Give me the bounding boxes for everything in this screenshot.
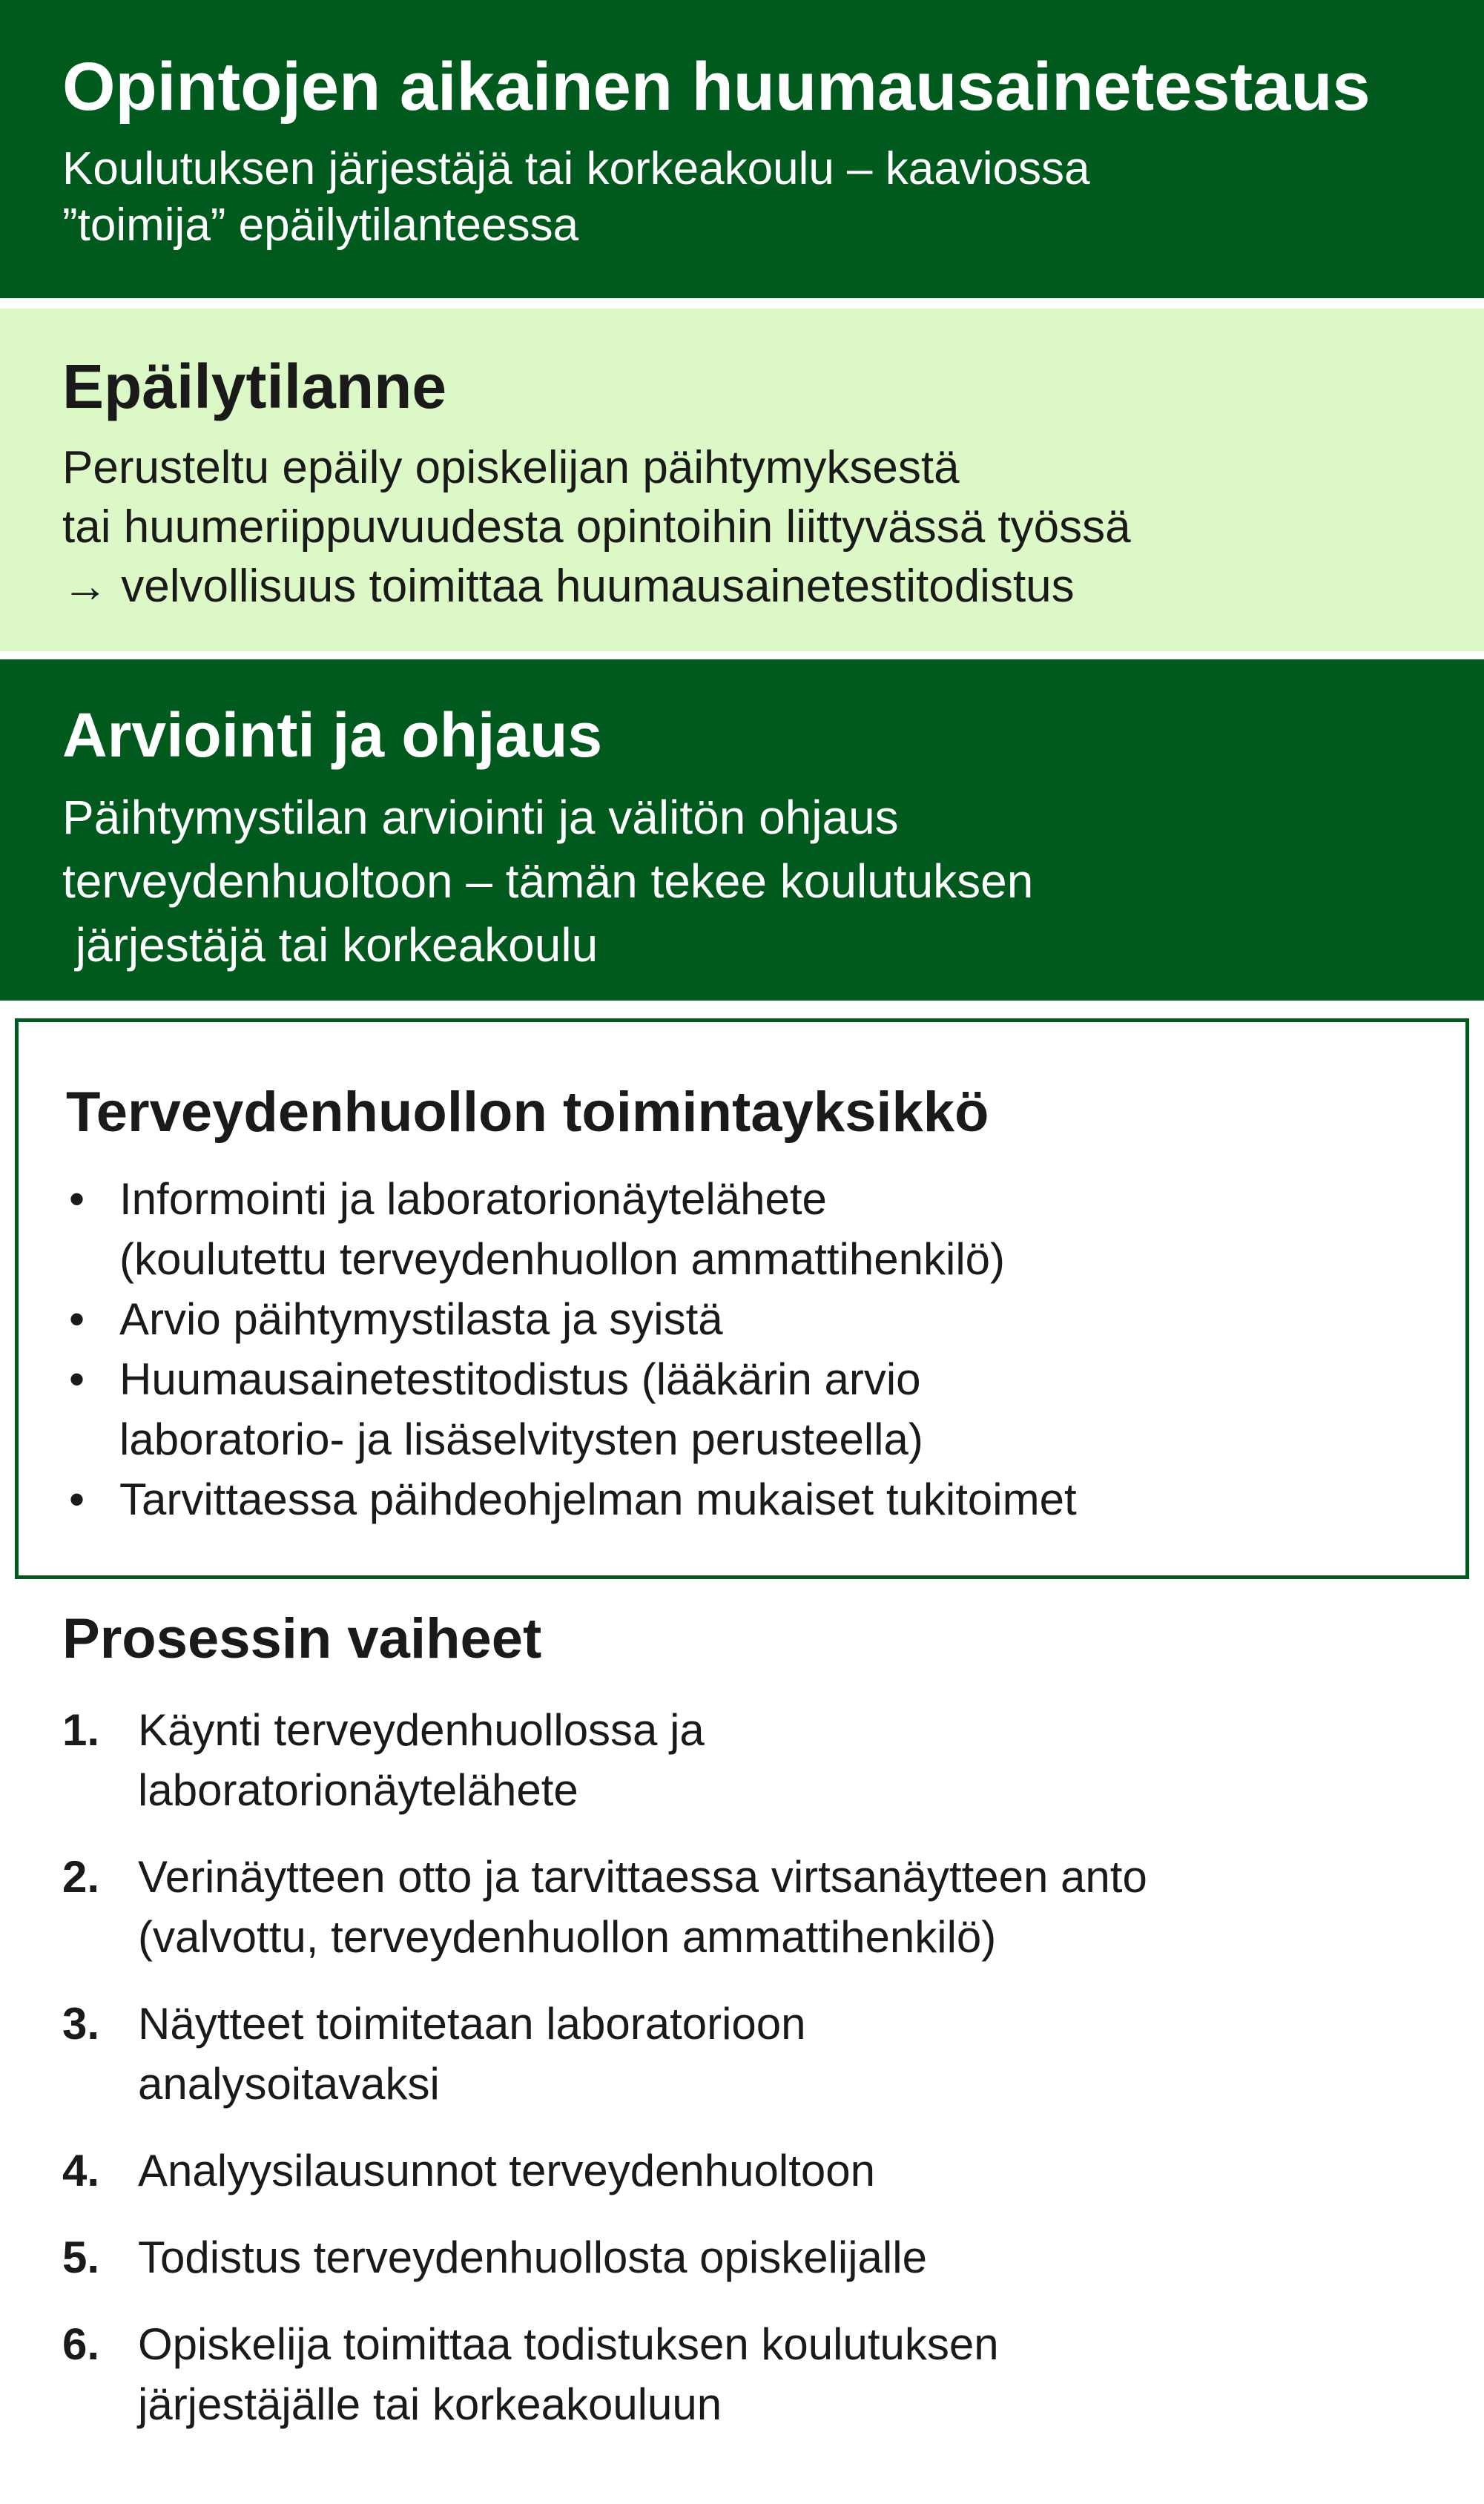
header-subtitle-line: Koulutuksen järjestäjä tai korkeakoulu – kaaviossa: [62, 143, 1090, 194]
health-unit-box: [15, 1018, 1469, 1579]
process-step: [62, 1847, 1442, 1967]
list-item-line: Informointi ja laboratorionäytelähete: [119, 1174, 827, 1224]
step-text-line: järjestäjälle tai korkeakouluun: [138, 2379, 722, 2429]
step-number: 1.: [62, 1705, 100, 1755]
suspicion-title: Epäilytilanne: [62, 352, 447, 421]
step-number: 2.: [62, 1852, 100, 1902]
step-number: 4.: [62, 2146, 100, 2195]
bullet-icon: •: [69, 1174, 85, 1224]
list-item-line: Arvio päihtymystilasta ja syistä: [119, 1294, 723, 1344]
assessment-text: [62, 785, 1484, 977]
step-number: 6.: [62, 2319, 100, 2369]
process-step: [62, 1700, 1442, 1820]
step-text-line: Verinäytteen otto ja tarvittaessa virtsanäytteen anto: [138, 1852, 1147, 1902]
process-steps-list: [62, 1700, 1442, 2434]
step-text-line: Näytteet toimitetaan laboratorioon: [138, 1999, 806, 2049]
step-text-line: (valvottu, terveydenhuollon ammattihenkilö): [138, 1912, 997, 1962]
bullet-icon: •: [69, 1354, 85, 1404]
suspicion-text-line: tai huumeriippuvuudesta opintoihin liittyvässä työssä: [62, 501, 1131, 553]
process-step: [62, 2141, 1442, 2201]
assessment-title: Arviointi ja ohjaus: [62, 700, 603, 770]
list-item-line: Huumausainetestitodistus (lääkärin arvio: [119, 1354, 921, 1404]
list-item-line: Tarvittaessa päihdeohjelman mukaiset tukitoimet: [119, 1475, 1077, 1524]
suspicion-text-line: Perusteltu epäily opiskelijan päihtymyksestä: [62, 442, 960, 493]
process-step: [62, 2227, 1442, 2287]
assessment-text-line: Päihtymystilan arviointi ja välitön ohjaus: [62, 791, 899, 844]
page-title: Opintojen aikainen huumausainetestaus: [62, 49, 1371, 125]
bullet-icon: •: [69, 1475, 85, 1524]
list-item: [66, 1169, 1465, 1289]
suspicion-text: [62, 438, 1484, 616]
header-subtitle-line: ”toimija” epäilytilanteessa: [62, 200, 579, 251]
step-text-line: Todistus terveydenhuollosta opiskelijalle: [138, 2233, 927, 2282]
process-step: [62, 2314, 1442, 2434]
assessment-block: [0, 659, 1484, 1001]
bullet-icon: •: [69, 1294, 85, 1344]
step-text-line: Analyysilausunnot terveydenhuoltoon: [138, 2146, 876, 2195]
step-text-line: laboratorionäytelähete: [138, 1765, 578, 1815]
step-number: 5.: [62, 2233, 100, 2282]
step-text-line: Käynti terveydenhuollossa ja: [138, 1705, 705, 1755]
suspicion-block: [0, 309, 1484, 651]
list-item-line: (koulutettu terveydenhuollon ammattihenkilö): [119, 1234, 1005, 1284]
step-number: 3.: [62, 1999, 100, 2049]
process-section: [62, 1602, 1442, 2461]
suspicion-text-line: → velvollisuus toimittaa huumausainetestitodistus: [62, 561, 1075, 612]
health-unit-title: Terveydenhuollon toimintayksikkö: [66, 1081, 989, 1144]
list-item: [66, 1469, 1465, 1529]
assessment-text-line: järjestäjä tai korkeakoulu: [62, 918, 598, 972]
header-block: [0, 0, 1484, 298]
health-unit-list: [66, 1169, 1465, 1529]
process-title: Prosessin vaiheet: [62, 1607, 542, 1670]
header-subtitle: [62, 141, 1484, 254]
process-step: [62, 1994, 1442, 2114]
list-item: [66, 1349, 1465, 1469]
step-text-line: analysoitavaksi: [138, 2059, 440, 2109]
assessment-text-line: terveydenhuoltoon – tämän tekee koulutuksen: [62, 854, 1034, 908]
step-text-line: Opiskelija toimittaa todistuksen koulutuksen: [138, 2319, 999, 2369]
list-item-line: laboratorio- ja lisäselvitysten perusteella): [119, 1414, 923, 1464]
list-item: [66, 1289, 1465, 1349]
